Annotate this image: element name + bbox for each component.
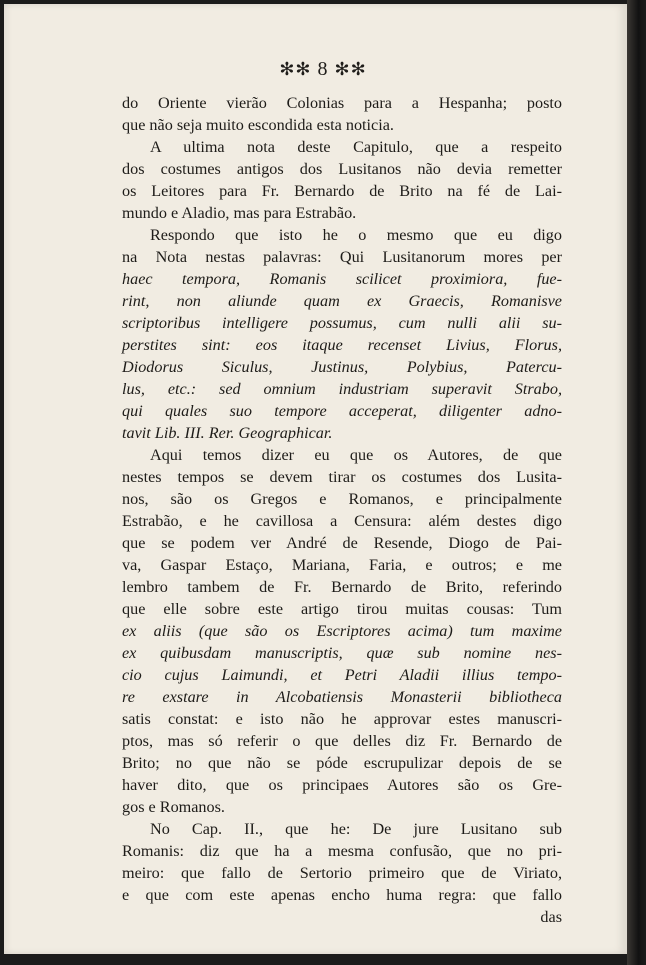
text-line: satis constat: e isto não he approvar estes manuscri- — [122, 710, 562, 728]
text-line: perstites sint: eos itaque recenset Livius, Florus, — [122, 336, 562, 354]
text-line: e que com este apenas encho huma regra: que fallo — [122, 886, 562, 904]
ornament-right-icon: ✻✻ — [334, 59, 367, 79]
body-text — [122, 92, 562, 928]
text-line: A ultima nota deste Capitulo, que a respeito — [150, 138, 562, 156]
text-line: meiro: que fallo de Sertorio primeiro que de Viriato, — [122, 864, 562, 882]
text-line: ptos, mas só referir o que delles diz Fr. Bernardo de — [122, 732, 562, 750]
text-line: lus, etc.: sed omnium industriam superavit Strabo, — [122, 380, 562, 398]
text-line: scriptoribus intelligere possumus, cum nulli alii su- — [122, 314, 562, 332]
text-line: Diodorus Siculus, Justinus, Polybius, Patercu- — [122, 358, 562, 376]
text-line: haec tempora, Romanis scilicet proximiora, fue- — [122, 270, 562, 288]
text-line: do Oriente vierão Colonias para a Hespanha; posto — [122, 94, 562, 112]
text-line: lembro tambem de Fr. Bernardo de Brito, referindo — [122, 578, 562, 596]
text-line: gos e Romanos. — [122, 798, 225, 816]
text-line: nos, são os Gregos e Romanos, e principalmente — [122, 490, 562, 508]
text-line: Aqui temos dizer eu que os Autores, de que — [150, 446, 562, 464]
text-line: os Leitores para Fr. Bernardo de Brito na fé de Lai- — [122, 182, 562, 200]
text-line: haver dito, que os principaes Autores são os Gre- — [122, 776, 562, 794]
text-line: na Nota nestas palavras: Qui Lusitanorum mores per — [122, 248, 562, 266]
text-line: va, Gaspar Estaço, Mariana, Faria, e outros; e me — [122, 556, 562, 574]
text-line: tavit Lib. III. Rer. Geographicar. — [122, 424, 333, 442]
text-line: ex quibusdam manuscriptis, quæ sub nomine nes- — [122, 644, 562, 662]
text-line: que elle sobre este artigo tirou muitas cousas: Tum — [122, 600, 562, 618]
text-line: Estrabão, e he cavillosa a Censura: além destes digo — [122, 512, 562, 530]
text-line: Respondo que isto he o mesmo que eu digo — [150, 226, 562, 244]
page-header — [0, 58, 646, 81]
book-spine-shadow — [627, 0, 646, 965]
text-line: Brito; no que não se póde escrupulizar depois de se — [122, 754, 562, 772]
text-line: qui quales suo tempore acceperat, diligenter adno- — [122, 402, 562, 420]
text-line: das — [540, 908, 562, 926]
page-number: 8 — [317, 58, 329, 80]
text-line: cio cujus Laimundi, et Petri Aladii illius tempo- — [122, 666, 562, 684]
text-line: No Cap. II., que he: De jure Lusitano sub — [150, 820, 562, 838]
text-line: re exstare in Alcobatiensis Monasterii bibliotheca — [122, 688, 562, 706]
text-line: rint, non aliunde quam ex Graecis, Romanisve — [122, 292, 562, 310]
text-line: Romanis: diz que ha a mesma confusão, que no pri- — [122, 842, 562, 860]
text-line: dos costumes antigos dos Lusitanos não devia remetter — [122, 160, 562, 178]
text-line: mundo e Aladio, mas para Estrabão. — [122, 204, 357, 222]
text-line: ex aliis (que são os Escriptores acima) tum maxime — [122, 622, 562, 640]
text-line: que se podem ver André de Resende, Diogo de Pai- — [122, 534, 562, 552]
text-line: nestes tempos se devem tirar os costumes dos Lusita- — [122, 468, 562, 486]
text-line: que não seja muito escondida esta noticia. — [122, 116, 394, 134]
ornament-left-icon: ✻✻ — [279, 59, 312, 79]
